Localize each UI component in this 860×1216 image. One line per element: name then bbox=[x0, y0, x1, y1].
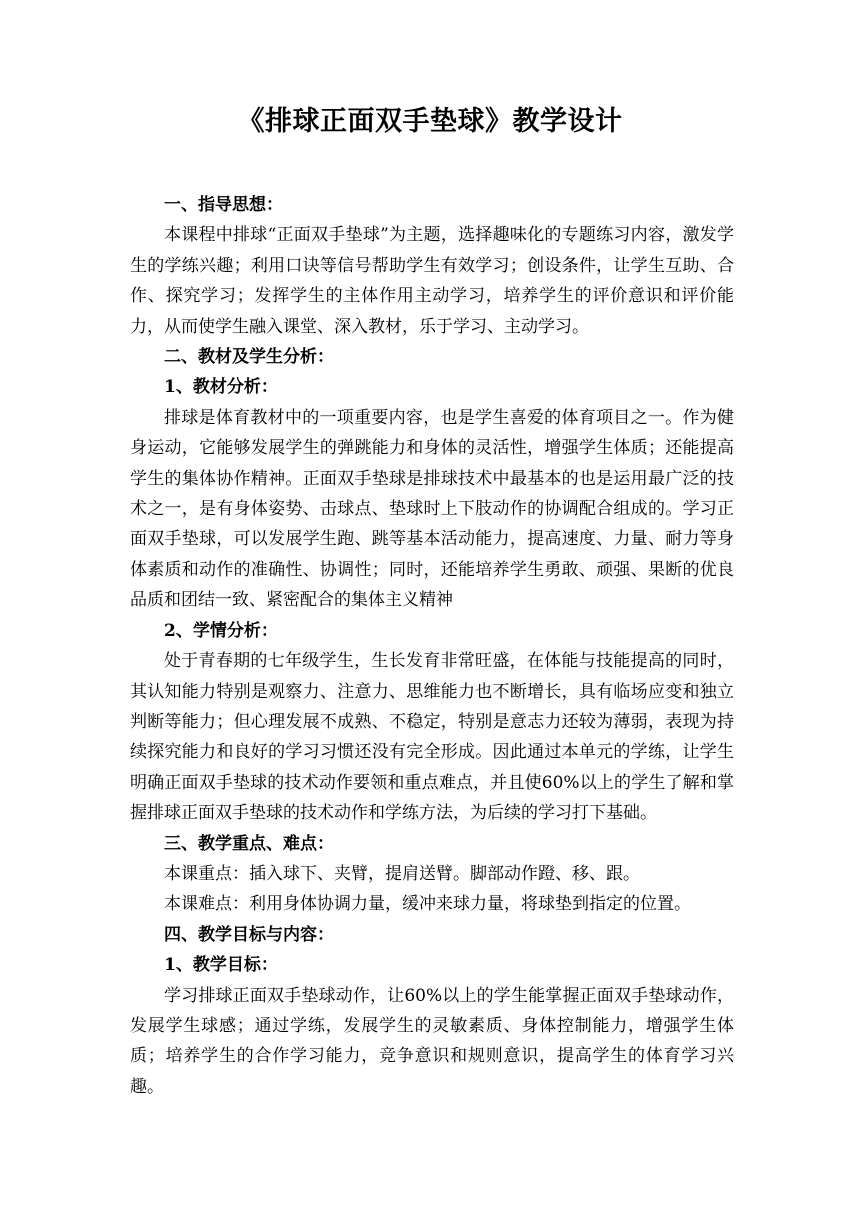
subheading-material-analysis: 1、教材分析： bbox=[164, 377, 278, 398]
subheading-student-analysis: 2、学情分析： bbox=[164, 620, 278, 641]
document-title: 《排球正面双手垫球》教学设计 bbox=[237, 106, 623, 137]
section-heading-objectives: 四、教学目标与内容： bbox=[164, 924, 334, 945]
section-heading-key-points: 三、教学重点、难点： bbox=[164, 833, 334, 854]
paragraph-student-analysis: 处于青春期的七年级学生，生长发育非常旺盛，在体能与技能提高的同时，其认知能力特别是观察力、注意力、思维能力也不断增长，具有临场应变和独立判断等能力；但心理发展不成熟、不稳定，特别是意志力还较为薄弱，表现为持续探究能力和良好的学习习惯还没有完全形成。因此通过本单元的学练，让学生明确正面双手垫球的技术动作要领和重点难点，并且使60%以上的学生了解和掌握排球正面双手垫球的技术动作和学练方法，为后续的学习打下基础。 bbox=[130, 651, 734, 824]
paragraph-difficult-point: 本课难点：利用身体协调力量，缓冲来球力量，将球垫到指定的位置。 bbox=[164, 894, 691, 915]
paragraph-guiding-ideology: 本课程中排球“正面双手垫球”为主题，选择趣味化的专题练习内容，激发学生的学练兴趣；利用口诀等信号帮助学生有效学习；创设条件，让学生互助、合作、探究学习；发挥学生的主体作用主动学习，培养学生的评价意识和评价能力，从而使学生融入课堂、深入教材，乐于学习、主动学习。 bbox=[130, 225, 734, 337]
paragraph-key-point: 本课重点：插入球下、夹臂，提肩送臂。脚部动作蹬、移、跟。 bbox=[164, 863, 640, 884]
document-body bbox=[130, 190, 734, 1102]
section-heading-guiding-ideology: 一、指导思想： bbox=[164, 195, 283, 215]
paragraph-material-analysis: 排球是体育教材中的一项重要内容，也是学生喜爱的体育项目之一。作为健身运动，它能够发展学生的弹跳能力和身体的灵活性，增强学生体质；还能提高学生的集体协作精神。正面双手垫球是排球技术中最基本的也是运用最广泛的技术之一，是有身体姿势、击球点、垫球时上下肢动作的协调配合组成的。学习正面双手垫球，可以发展学生跑、跳等基本活动能力，提高速度、力量、耐力等身体素质和动作的准确性、协调性；同时，还能培养学生勇敢、顽强、果断的优良品质和团结一致、紧密配合的集体主义精神 bbox=[130, 407, 734, 611]
section-heading-analysis: 二、教材及学生分析： bbox=[164, 347, 334, 368]
paragraph-teaching-objectives: 学习排球正面双手垫球动作，让60%以上的学生能掌握正面双手垫球动作，发展学生球感；通过学练，发展学生的灵敏素质、身体控制能力，增强学生体质；培养学生的合作学习能力，竞争意识和规则意识，提高学生的体育学习兴趣。 bbox=[130, 985, 734, 1097]
subheading-teaching-objectives: 1、教学目标： bbox=[164, 955, 278, 976]
